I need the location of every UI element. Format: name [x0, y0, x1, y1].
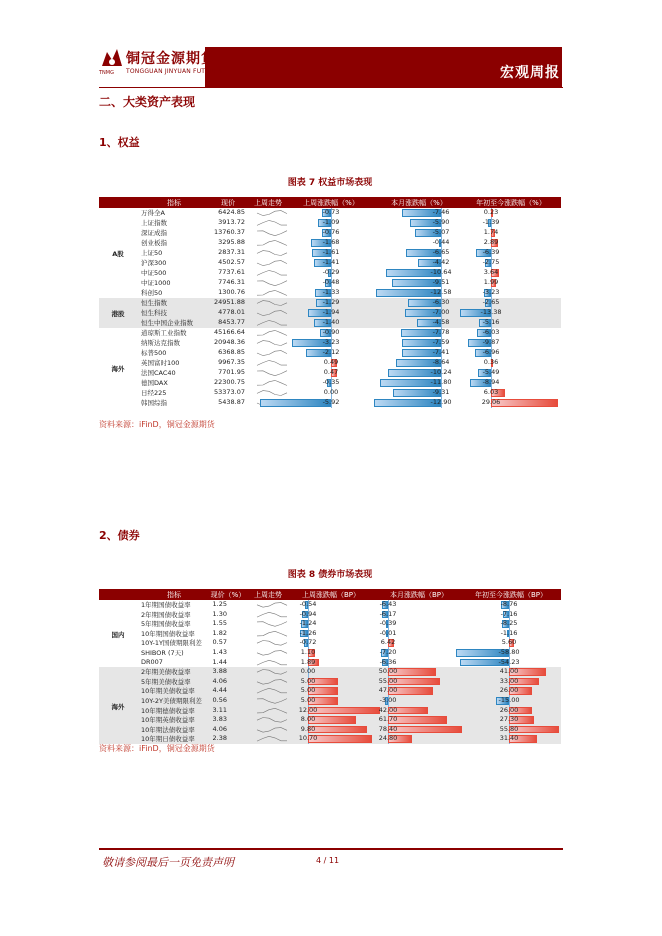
- bond-indicator-name: 10年期美债收益率: [141, 687, 195, 696]
- bond-ytd-change: -8.76: [500, 600, 518, 608]
- equity-current-value: 7701.95: [218, 368, 245, 376]
- bond-indicator-name: 2年期美债收益率: [141, 668, 191, 677]
- bond-indicator-name: 1年期国债收益率: [141, 601, 191, 609]
- bond-month-change: -6.43: [379, 600, 397, 608]
- bond-week-change: 5.00: [300, 686, 316, 695]
- bond-current-value: 1.30: [212, 609, 227, 618]
- equity-week-change: 0.49: [323, 358, 339, 366]
- bond-indicator-name: SHIBOR (7天): [141, 649, 184, 657]
- bond-market-table: [99, 589, 561, 744]
- bond-month-change: 50.00: [378, 667, 398, 676]
- bond-table-row: [99, 658, 561, 668]
- equity-table-row: [99, 398, 561, 408]
- bond-indicator-name: DR007: [141, 657, 163, 666]
- company-logo-icon: [99, 46, 125, 70]
- bond-ytd-change: -8.25: [500, 619, 518, 628]
- equity-header-cell: 上周走势: [254, 199, 282, 207]
- bond-week-change: -0.72: [299, 638, 317, 647]
- equity-current-value: 5438.87: [218, 398, 245, 406]
- equity-week-change: -0.35: [322, 378, 340, 386]
- bond-month-change: -7.20: [379, 648, 397, 656]
- bond-table-row: [99, 629, 561, 639]
- equity-month-change: -10.64: [430, 268, 452, 276]
- equity-table-row: [99, 208, 561, 218]
- logo-english-name: TONGGUAN JINYUAN FUTURES: [126, 68, 223, 75]
- equity-month-change: -7.00: [432, 308, 450, 316]
- equity-ytd-change: 0.23: [483, 208, 499, 216]
- equity-current-value: 7737.61: [218, 268, 245, 276]
- equity-month-change: -11.80: [430, 378, 452, 386]
- equity-week-change: -2.12: [322, 348, 340, 356]
- bond-week-change: -0.54: [299, 600, 317, 608]
- equity-month-change: -6.30: [432, 298, 450, 306]
- bond-ytd-change: -54.23: [498, 657, 520, 666]
- bond-header-row: [99, 589, 561, 600]
- bond-source-note: 资料来源：iFinD，铜冠金源期货: [99, 744, 215, 753]
- equity-group-label: A股: [112, 250, 124, 258]
- equity-weekly-trend-sparkline: [256, 219, 288, 227]
- equity-indicator-name: 德国DAX: [141, 379, 168, 387]
- equity-current-value: 7746.31: [218, 278, 245, 286]
- bond-current-value: 1.25: [212, 600, 227, 608]
- equity-week-change: -1.94: [322, 308, 340, 316]
- equity-group: [99, 208, 561, 298]
- bond-month-change: 24.80: [378, 734, 398, 743]
- bond-current-value: 3.11: [212, 705, 227, 714]
- equity-current-value: 22300.75: [213, 378, 245, 386]
- bond-table-row: [99, 638, 561, 648]
- equity-weekly-trend-sparkline: [256, 369, 288, 377]
- bond-table-row: [99, 706, 561, 716]
- bond-indicator-name: 10Y-2Y美债期限利差: [141, 696, 202, 705]
- bond-header-cell: 年初至今涨跌幅（BP）: [474, 591, 548, 599]
- equity-week-change: -1.29: [322, 298, 340, 306]
- equity-month-change: -9.31: [432, 388, 450, 396]
- equity-current-value: 13760.37: [213, 228, 245, 236]
- equity-ytd-change: -8.94: [482, 378, 500, 386]
- equity-week-change: -0.48: [322, 278, 340, 286]
- equity-week-change: -0.73: [322, 208, 340, 216]
- equity-indicator-name: 法国CAC40: [141, 369, 176, 377]
- equity-week-change: -1.40: [322, 318, 340, 326]
- equity-ytd-change: 6.03: [483, 388, 499, 396]
- equity-ytd-change: 1.74: [483, 228, 499, 236]
- equity-ytd-change: -9.87: [482, 338, 500, 346]
- bond-ytd-change: 31.40: [499, 734, 519, 743]
- logo-abbreviation: TNMG: [99, 70, 114, 76]
- bond-current-value: 1.55: [212, 619, 227, 628]
- equity-weekly-trend-sparkline: [256, 299, 288, 307]
- bond-current-value: 4.44: [212, 686, 227, 695]
- bond-current-value: 0.56: [212, 695, 227, 704]
- bond-week-change: 8.00: [300, 715, 316, 724]
- bond-month-change: 6.42: [380, 638, 396, 647]
- equity-market-table: [99, 197, 561, 408]
- equity-weekly-trend-sparkline: [256, 229, 288, 237]
- bond-month-change: 55.00: [378, 676, 398, 685]
- bond-indicator-name: 5年期美债收益率: [141, 677, 191, 686]
- equity-month-change: -7.78: [432, 328, 450, 336]
- equity-week-change: -5.92: [322, 398, 340, 406]
- equity-ytd-change: -13.38: [480, 308, 502, 316]
- equity-week-change: -1.33: [322, 288, 340, 296]
- equity-current-value: 24951.88: [213, 298, 245, 306]
- bond-ytd-change: -58.80: [498, 648, 520, 656]
- bond-month-change: 61.70: [378, 715, 398, 724]
- bond-ytd-change: 41.00: [499, 667, 519, 676]
- bond-current-value: 1.43: [212, 648, 227, 656]
- equity-month-change: -6.65: [432, 248, 450, 256]
- equity-table-row: [99, 358, 561, 368]
- equity-weekly-trend-sparkline: [256, 289, 288, 297]
- equity-table-row: [99, 278, 561, 288]
- bond-indicator-name: 10年期法债收益率: [141, 725, 195, 734]
- equity-group: [99, 328, 561, 408]
- bond-month-change: 42.00: [378, 705, 398, 714]
- bond-week-change: 1.10: [300, 648, 316, 656]
- bond-table-row: [99, 725, 561, 735]
- bond-header-cell: 上周走势: [254, 591, 282, 599]
- equity-month-change: -5.90: [432, 218, 450, 226]
- equity-weekly-trend-sparkline: [256, 359, 288, 367]
- bond-current-value: 0.57: [212, 638, 227, 647]
- bond-month-change: 78.40: [378, 724, 398, 733]
- equity-table-row: [99, 238, 561, 248]
- bond-indicator-name: 10Y-1Y国债期限利差: [141, 639, 202, 648]
- equity-current-value: 3913.72: [218, 218, 245, 226]
- equity-indicator-name: 纳斯达克指数: [141, 339, 180, 347]
- bond-indicator-name: 10年期国债收益率: [141, 629, 195, 638]
- equity-current-value: 4778.01: [218, 308, 245, 316]
- bond-group-label: 国内: [111, 630, 125, 639]
- subsection-bond: 2、债券: [99, 529, 140, 542]
- equity-header-cell: 本月涨跌幅（%）: [391, 199, 447, 207]
- equity-month-change: -7.41: [432, 348, 450, 356]
- equity-weekly-trend-sparkline: [256, 279, 288, 287]
- equity-table-title: 图表 7 权益市场表现: [287, 178, 373, 188]
- equity-week-change: -0.76: [322, 228, 340, 236]
- equity-weekly-trend-sparkline: [256, 249, 288, 257]
- bond-week-change: 10.70: [298, 734, 318, 743]
- equity-week-change: -1.61: [322, 248, 340, 256]
- bond-current-value: 2.38: [212, 734, 227, 743]
- equity-month-change: -0.44: [432, 238, 450, 246]
- bond-ytd-change: 26.00: [499, 705, 519, 714]
- equity-ytd-change: -3.23: [482, 288, 500, 296]
- equity-month-change: -7.46: [432, 208, 450, 216]
- equity-weekly-trend-sparkline: [256, 389, 288, 397]
- bond-ytd-change: 55.80: [499, 724, 519, 733]
- report-title: 宏观周报: [500, 65, 560, 81]
- equity-indicator-name: 恒生科技: [141, 309, 167, 317]
- bond-table-row: [99, 677, 561, 687]
- bond-month-change: -6.36: [379, 657, 397, 666]
- bond-week-change: 5.00: [300, 695, 316, 704]
- equity-indicator-name: 创业板指: [141, 239, 167, 247]
- bond-week-change: 9.80: [300, 724, 316, 733]
- equity-current-value: 53373.07: [213, 388, 245, 396]
- equity-indicator-name: 日经225: [141, 389, 167, 397]
- equity-indicator-name: 英国富时100: [141, 359, 180, 367]
- equity-weekly-trend-sparkline: [256, 379, 288, 387]
- bond-week-change: -1.24: [299, 619, 317, 628]
- equity-header-cell: 指标: [167, 199, 181, 207]
- equity-indicator-name: 中证500: [141, 269, 167, 277]
- equity-ytd-change: -5.49: [482, 368, 500, 376]
- bond-current-value: 1.44: [212, 657, 227, 666]
- equity-indicator-name: 道琼斯工业指数: [141, 329, 187, 337]
- bond-week-change: 5.00: [300, 676, 316, 685]
- equity-current-value: 3295.88: [218, 238, 245, 246]
- footer-divider: [99, 848, 563, 850]
- equity-month-change: -8.64: [432, 358, 450, 366]
- bond-table-row: [99, 686, 561, 696]
- equity-indicator-name: 韩国综指: [141, 399, 167, 407]
- bond-month-change: -0.01: [379, 628, 397, 637]
- bond-table-row: [99, 619, 561, 629]
- bond-table-row: [99, 648, 561, 658]
- bond-month-change: -3.00: [379, 695, 397, 704]
- bond-ytd-change: 26.00: [499, 686, 519, 695]
- equity-weekly-trend-sparkline: [256, 259, 288, 267]
- bond-month-change: 47.00: [378, 686, 398, 695]
- equity-month-change: -7.59: [432, 338, 450, 346]
- bond-group: [99, 667, 561, 744]
- equity-current-value: 1300.76: [218, 288, 245, 296]
- bond-header-cell: 现价（%）: [210, 591, 246, 599]
- bond-table-row: [99, 600, 561, 610]
- equity-week-change: 0.47: [323, 368, 339, 376]
- equity-ytd-change: -6.03: [482, 328, 500, 336]
- bond-ytd-change: 33.00: [499, 676, 519, 685]
- equity-weekly-trend-sparkline: [256, 209, 288, 217]
- equity-month-change: -10.24: [430, 368, 452, 376]
- equity-week-change: 0.00: [323, 388, 339, 396]
- equity-current-value: 8453.77: [218, 318, 245, 326]
- bond-indicator-name: 10年期英债收益率: [141, 716, 195, 725]
- bond-header-cell: 上周涨跌幅（BP）: [301, 591, 361, 599]
- equity-week-change: -3.23: [322, 338, 340, 346]
- equity-current-value: 4502.57: [218, 258, 245, 266]
- equity-header-cell: 上周涨跌幅（%）: [303, 199, 359, 207]
- equity-weekly-trend-sparkline: [256, 239, 288, 247]
- equity-indicator-name: 深证成指: [141, 229, 167, 237]
- equity-indicator-name: 恒生中国企业指数: [141, 319, 193, 327]
- equity-source-note: 资料来源：iFinD，铜冠金源期货: [99, 420, 215, 429]
- equity-ytd-change: -5.16: [482, 318, 500, 326]
- equity-ytd-change: -1.39: [482, 218, 500, 226]
- equity-month-change: -4.42: [432, 258, 450, 266]
- equity-group-label: 海外: [111, 365, 125, 373]
- equity-table-row: [99, 268, 561, 278]
- equity-week-change: -1.68: [322, 238, 340, 246]
- equity-indicator-name: 中证1000: [141, 279, 171, 287]
- equity-current-value: 45166.64: [213, 328, 245, 336]
- bond-week-change: -0.94: [299, 609, 317, 618]
- equity-indicator-name: 上证指数: [141, 219, 167, 227]
- bond-indicator-name: 10年期日债收益率: [141, 735, 195, 744]
- bond-current-value: 3.88: [212, 667, 227, 676]
- equity-month-change: -5.07: [432, 228, 450, 236]
- equity-current-value: 20948.36: [213, 338, 245, 346]
- equity-current-value: 9967.35: [218, 358, 245, 366]
- equity-weekly-trend-sparkline: [256, 349, 288, 357]
- equity-ytd-change: -2.65: [482, 298, 500, 306]
- equity-indicator-name: 恒生指数: [141, 299, 167, 307]
- bond-ytd-change: 27.30: [499, 715, 519, 724]
- equity-weekly-trend-sparkline: [256, 339, 288, 347]
- equity-month-change: -12.90: [430, 398, 452, 406]
- equity-current-value: 6424.85: [218, 208, 245, 216]
- equity-week-change: -1.41: [322, 258, 340, 266]
- equity-week-change: -0.90: [322, 328, 340, 336]
- equity-indicator-name: 科创50: [141, 289, 163, 297]
- equity-indicator-name: 万得全A: [141, 209, 165, 217]
- header-divider: [99, 87, 563, 88]
- bond-current-value: 4.06: [212, 724, 227, 733]
- bond-current-value: 4.06: [212, 676, 227, 685]
- bond-current-value: 1.82: [212, 628, 227, 637]
- bond-table-row: [99, 610, 561, 620]
- bond-group-label: 海外: [111, 702, 125, 711]
- equity-ytd-change: 2.89: [483, 238, 499, 246]
- equity-current-value: 2837.31: [218, 248, 245, 256]
- equity-current-value: 6368.85: [218, 348, 245, 356]
- equity-weekly-trend-sparkline: [256, 329, 288, 337]
- equity-ytd-change: -2.75: [482, 258, 500, 266]
- page-number: 4 / 11: [316, 856, 340, 865]
- equity-indicator-name: 标普500: [141, 349, 167, 357]
- equity-group-label: 港股: [111, 310, 125, 318]
- section-heading: 二、大类资产表现: [99, 95, 196, 109]
- bond-week-change: -1.26: [299, 628, 317, 637]
- bond-ytd-change: -7.16: [500, 609, 518, 618]
- bond-group: [99, 600, 561, 667]
- footer-disclaimer: 敬请参阅最后一页免责声明: [102, 856, 234, 869]
- bond-header-cell: 本月涨跌幅（BP）: [389, 591, 449, 599]
- equity-indicator-name: 沪深300: [141, 259, 167, 267]
- equity-month-change: -12.58: [430, 288, 452, 296]
- bond-table-row: [99, 696, 561, 706]
- bond-table-row: [99, 715, 561, 725]
- bond-current-value: 3.83: [212, 715, 227, 724]
- equity-ytd-change: 29.06: [481, 398, 501, 406]
- bond-indicator-name: 5年期国债收益率: [141, 620, 191, 629]
- equity-table-row: [99, 228, 561, 238]
- bond-ytd-change: 5.60: [501, 638, 517, 647]
- bond-table-row: [99, 667, 561, 677]
- bond-week-change: 1.89: [300, 657, 316, 666]
- bond-week-change: 0.00: [300, 667, 316, 676]
- bond-month-change: -6.17: [379, 609, 397, 618]
- equity-weekly-trend-sparkline: [256, 309, 288, 317]
- equity-table-row: [99, 388, 561, 398]
- equity-ytd-change: 3.64: [483, 268, 499, 276]
- equity-header-row: [99, 197, 561, 208]
- equity-ytd-change: 1.99: [483, 278, 499, 286]
- equity-group: [99, 298, 561, 328]
- bond-ytd-change: -15.00: [498, 695, 520, 704]
- logo-chinese-name: 铜冠金源期货: [126, 51, 216, 67]
- equity-weekly-trend-sparkline: [256, 319, 288, 327]
- equity-weekly-trend-sparkline: [256, 269, 288, 277]
- equity-indicator-name: 上证50: [141, 249, 163, 257]
- equity-month-change: -4.58: [432, 318, 450, 326]
- equity-header-cell: 现价: [221, 199, 235, 207]
- subsection-equity: 1、权益: [99, 136, 140, 149]
- equity-ytd-change: -6.39: [482, 248, 500, 256]
- equity-week-change: -0.29: [322, 268, 340, 276]
- bond-indicator-name: 10年期德债收益率: [141, 706, 195, 715]
- bond-indicator-name: 2年期国债收益率: [141, 610, 191, 619]
- equity-header-cell: 年初至今涨跌幅（%）: [476, 199, 546, 207]
- bond-ytd-change: -1.16: [500, 628, 518, 637]
- equity-ytd-change: -6.96: [482, 348, 500, 356]
- bond-table-title: 图表 8 债券市场表现: [287, 570, 373, 580]
- equity-month-change: -9.51: [432, 278, 450, 286]
- bond-week-change: 12.00: [298, 705, 318, 714]
- bond-header-cell: 指标: [167, 591, 181, 599]
- bond-month-change: -0.39: [379, 619, 397, 628]
- equity-week-change: -1.09: [322, 218, 340, 226]
- equity-ytd-change: 0.36: [483, 358, 499, 366]
